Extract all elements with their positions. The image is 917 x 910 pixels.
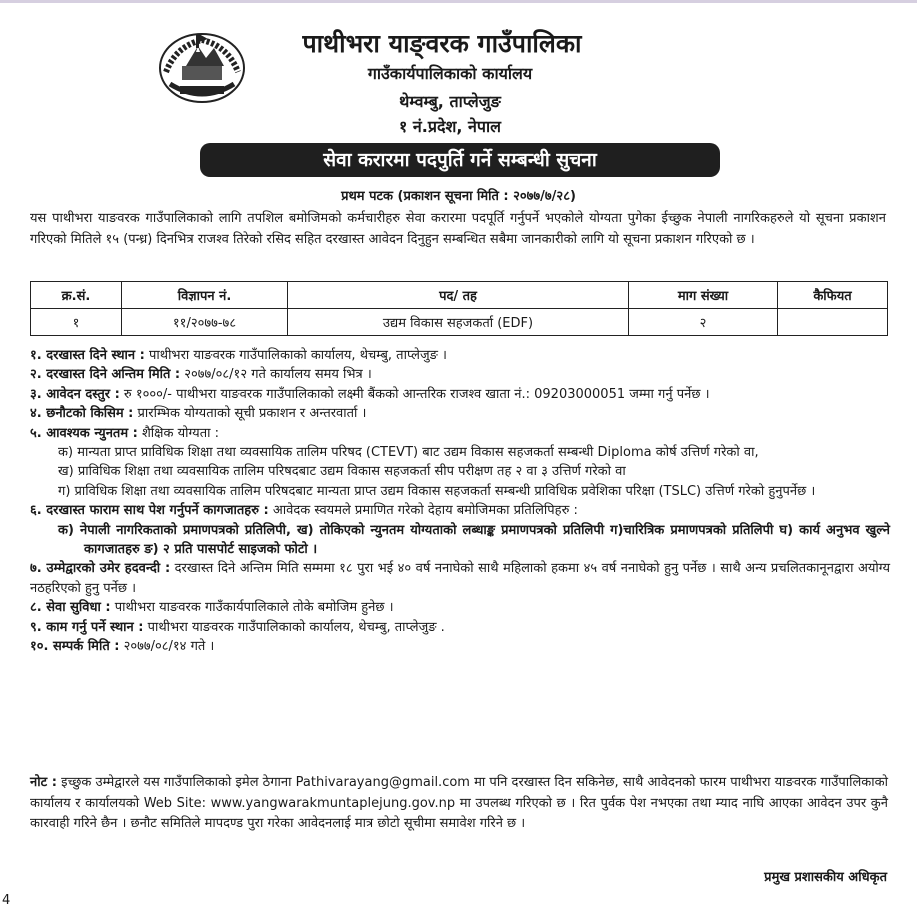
item-label: १. दरखास्त दिने स्थान :: [30, 348, 145, 363]
item-label: २. दरखास्त दिने अन्तिम मिति :: [30, 367, 181, 383]
note-label: नोट :: [30, 775, 57, 790]
list-item: [30, 637, 890, 656]
list-item: [30, 559, 890, 598]
list-item: [30, 424, 890, 443]
item-label: ८. सेवा सुविधा :: [30, 600, 111, 616]
conditions-list: [30, 346, 890, 657]
item-label: ३. आवेदन दस्तुर :: [30, 386, 120, 402]
item-label: ४. छनौटको किसिम :: [30, 406, 134, 422]
signature-title: प्रमुख प्रशासकीय अधिकृत: [764, 870, 887, 885]
cell-demand: २: [629, 309, 778, 336]
office-name: पाथीभरा याङ्वरक गाउँपालिका: [302, 29, 582, 58]
list-item: [30, 404, 890, 423]
col-header-demand: माग संख्या: [629, 282, 778, 309]
list-item: [30, 385, 890, 404]
item-label: १०. सम्पर्क मिति :: [30, 639, 120, 655]
vacancy-table: [30, 281, 888, 336]
cell-post: उद्यम विकास सहजकर्ता (EDF): [288, 309, 629, 336]
cell-advert-no: ११/२०७७-७८: [122, 309, 288, 336]
item-text: पाथीभरा याङवरक गाउँकार्यपालिकाले तोके बमोजिम हुनेछ ।: [110, 600, 394, 616]
col-header-remarks: कैफियत: [778, 282, 888, 309]
col-header-advert-no: विज्ञापन नं.: [122, 282, 288, 309]
office-subtitle: गाउँकार्यपालिकाको कार्यालय: [367, 64, 533, 83]
col-header-sn: क्र.सं.: [31, 282, 122, 309]
item-text: पाथीभरा याङवरक गाउँपालिकाको कार्यालय, थेचम्बु, ताप्लेजुङ ।: [144, 348, 447, 363]
item-label: ५. आवश्यक न्युनतम :: [30, 425, 138, 441]
note-text: इच्छुक उम्मेद्वारले यस गाउँपालिकाको इमेल ठेगाना Pathivarayang@gmail.com मा पनि दरखास्त दिन सकिनेछ, साथै आवेदनको फारम पाथीभरा याङवरक गाउँपालिकाको कार्यालय र कार्यालयको Web Site: www.yangwarakmuntaplejung.gov.np मा उपलब्ध गरिएको छ । रित पुर्वक पेश नभएका तथा म्याद नाघि आएका आवेदन उपर कुनै कारवाही गरिने छैन । छनौट समितिले मापदण्ड पुरा गरेका आवेदनलाई मात्र छोटो सूचीमा समावेश गरिने छ ।: [30, 775, 889, 831]
item-text: पाथीभरा याङवरक गाउँपालिकाको कार्यालय, थेचम्बु, ताप्लेजुङ .: [143, 619, 445, 635]
office-province: १ नं.प्रदेश, नेपाल: [399, 117, 501, 136]
page-number: 4: [2, 893, 11, 908]
col-header-post: पद/ तह: [288, 282, 629, 309]
sub-item: क) नेपाली नागरिकताको प्रमाणपत्रको प्रतिलिपी, ख) तोकिएको न्युनतम योग्यताको लब्धाङ्क प्रमाणपत्रको प्रतिलिपी ग)चारित्रिक प्रमाणपत्रको प्रतिलिपी घ) कार्य अनुभव खुल्ने कागजातहरु ङ) २ प्रति पासपोर्ट साइजको फोटो ।: [58, 522, 890, 558]
cell-remarks: [778, 309, 888, 336]
list-item: [30, 346, 890, 365]
item-text: प्रारम्भिक योग्यताको सूची प्रकाशन र अन्तरवार्ता ।: [133, 406, 367, 422]
cell-sn: १: [31, 309, 122, 336]
item-text: २०७७/०८/१४ गते ।: [119, 639, 215, 655]
top-border: [0, 0, 917, 3]
item-text: शैक्षिक योग्यता :: [137, 425, 219, 441]
table-row: [31, 309, 888, 336]
item-label: ७. उम्मेद्वारको उमेर हदवन्दी :: [30, 561, 171, 577]
publication-date-line: प्रथम पटक (प्रकाशन सूचना मिति : २०७७/७/२८): [341, 189, 576, 204]
item-text: दरखास्त दिने अन्तिम मिति सम्ममा १८ पुरा भई ४० वर्ष ननाघेको साथै महिलाको हकमा ४५ वर्ष ननाघेको हुनु पर्नेछ । साथै अन्य प्रचलितकानूनद्वारा अयोग्य नठहरिएको हुनु पर्नेछ ।: [30, 561, 890, 596]
item-label: ९. काम गर्नु पर्ने स्थान :: [30, 619, 144, 635]
notice-title-banner: सेवा करारमा पदपुर्ति गर्ने सम्बन्धी सुचना: [200, 143, 720, 177]
item-text: रु १०००/- पाथीभरा याङवरक गाउँपालिकाको लक्ष्मी बैंकको आन्तरिक राजश्व खाता नं.: 09203000051 जम्मा गर्नु पर्नेछ ।: [119, 386, 710, 402]
item-label: ६. दरखास्त फाराम साथ पेश गर्नुपर्ने कागजातहरु :: [30, 503, 269, 519]
sub-item: क) मान्यता प्राप्त प्राविधिक शिक्षा तथा व्यवसायिक तालिम परिषद (CTEVT) बाट उद्यम विकास सहजकर्ता सम्बन्धी Diploma कोर्ष उत्तिर्ण गरेको वा,: [58, 445, 759, 461]
list-item: [30, 365, 890, 384]
item-text: आवेदक स्वयमले प्रमाणित गरेको देहाय बमोजिमका प्रतिलिपिहरु :: [268, 503, 578, 519]
list-item: [30, 501, 890, 520]
item-text: २०७७/०८/१२ गते कार्यालय समय भित्र ।: [180, 367, 372, 383]
table-header-row: [31, 282, 888, 309]
list-item: [30, 598, 890, 617]
sub-item: ग) प्राविधिक शिक्षा तथा व्यवसायिक तालिम परिषदबाट मान्यता प्राप्त उद्यम विकास सहजकर्ता सम्बन्धी प्राविधिक प्रवेशिका परिक्षा (TSLC) उत्तिर्ण गरेको हुनुपर्नेछ ।: [58, 483, 816, 499]
office-location: थेम्वम्बु, ताप्लेजुङ: [399, 92, 501, 111]
list-item: [30, 618, 890, 637]
sub-item: ख) प्राविधिक शिक्षा तथा व्यवसायिक तालिम परिषदबाट उद्यम विकास सहजकर्ता सीप परीक्षण तह २ वा ३ उत्तिर्ण गरेको वा: [58, 464, 626, 480]
intro-paragraph: यस पाथीभरा याङवरक गाउँपालिकाको लागि तपशिल बमोजिमको कर्मचारीहरु सेवा करारमा पदपूर्ति गर्नुपर्ने भएकोले योग्यता पुगेका ईच्छुक नेपाली नागरिकहरुले यो सूचना प्रकाशन गरिएको मितिले १५ (पन्ध्र) दिनभित्र राजश्व तिरेको रसिद सहित दरखास्त आवेदन दिनुहुन सम्बन्धित सबैमा जानकारीको लागि यो सूचना प्रकाशन गरिएको छ ।: [30, 211, 886, 247]
note-paragraph: [30, 773, 888, 835]
